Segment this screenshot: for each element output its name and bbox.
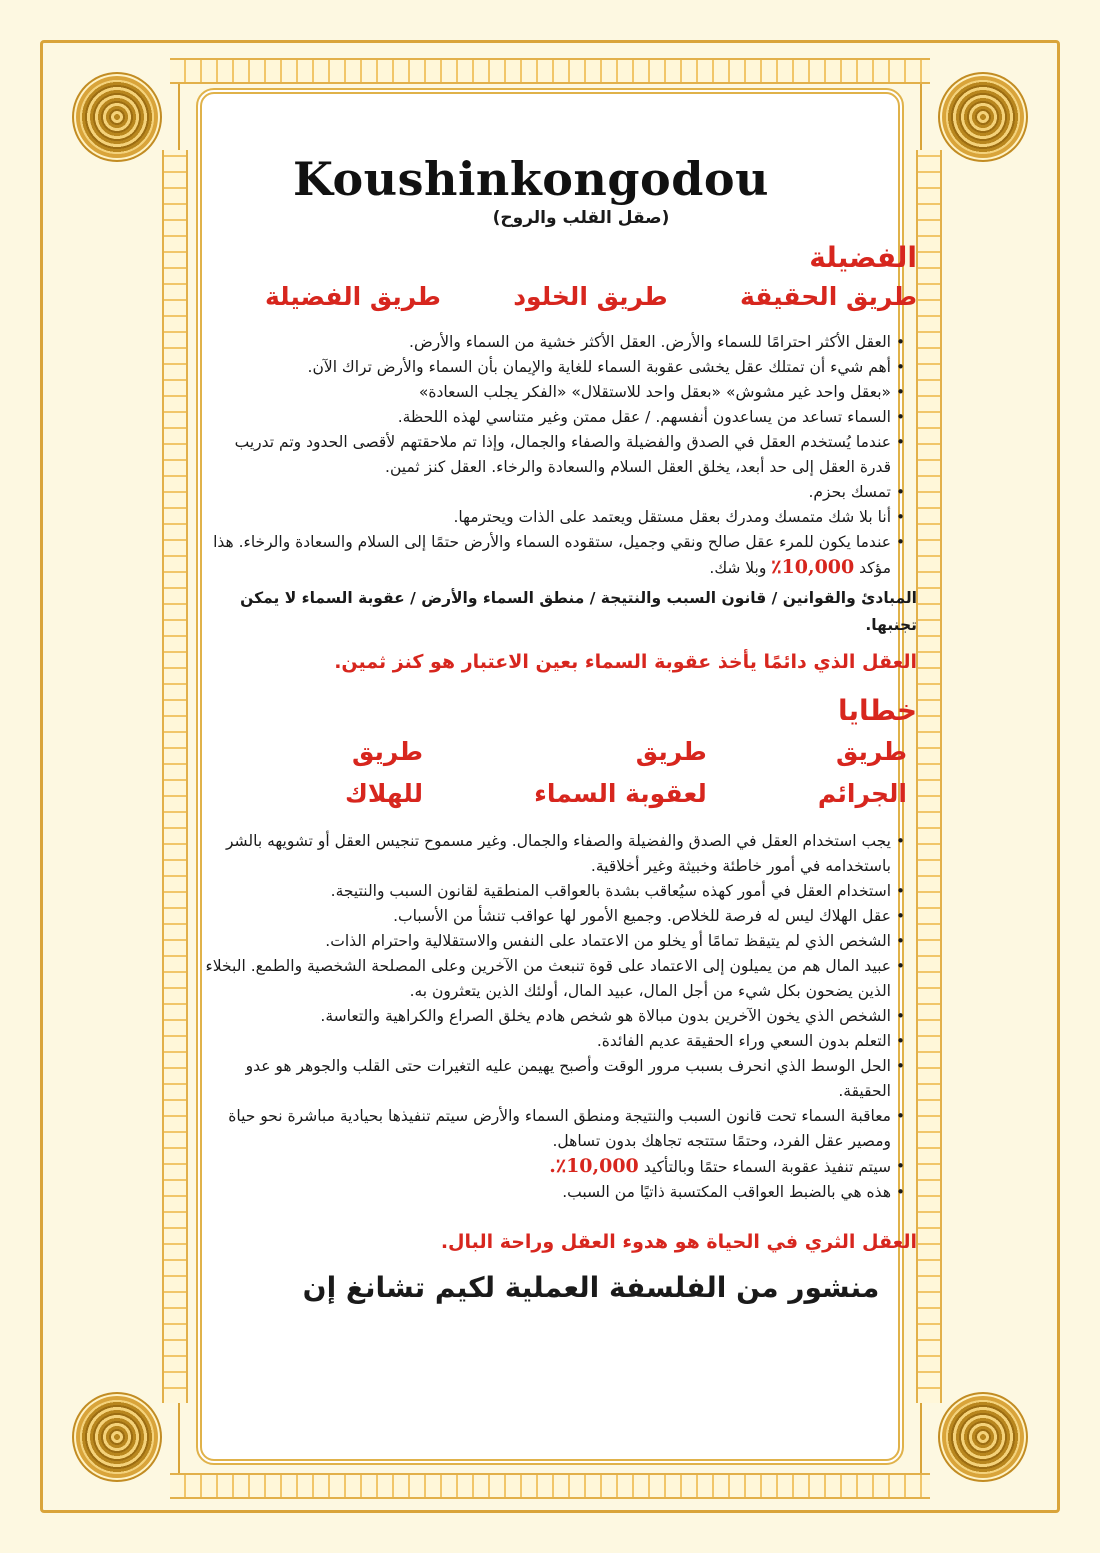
path-name: للهلاك	[345, 779, 423, 808]
list-item-tail: وبلا شك.	[709, 559, 767, 577]
list-item: • عقل الهلاك ليس له فرصة للخلاص. وجميع الأمور لها عواقب تنشأ من الأسباب.	[205, 904, 903, 929]
path-name: لعقوبة السماء	[534, 779, 707, 808]
certainty-value: 10,000٪.	[549, 1155, 639, 1177]
page-subtitle: (صقل القلب والروح)	[492, 208, 670, 228]
gold-medallion-bottom-left	[80, 1400, 154, 1474]
document-content	[205, 150, 917, 1390]
sins-bullet-list	[205, 829, 917, 1205]
path-word: طريق	[635, 737, 707, 766]
virtue-bullet-list	[205, 330, 917, 581]
list-item	[205, 1154, 903, 1180]
list-item: • استخدام العقل في أمور كهذه سيُعاقب بشدة بالعواقب المنطقية لقانون السبب والنتيجة.	[205, 879, 903, 904]
list-item-text: سيتم تنفيذ عقوبة السماء حتمًا وبالتأكيد	[643, 1158, 891, 1176]
right-ornament-band	[916, 150, 942, 1403]
virtue-path-virtue: طريق الفضيلة	[265, 282, 441, 311]
list-item: • يجب استخدام العقل في الصدق والفضيلة والصفاء والجمال. وغير مسموح تنجيس العقل أو تشويهه بالشر باستخدامه في أمور خاطئة وخبيثة وغير أخلاقية.	[205, 829, 903, 879]
list-item	[205, 530, 903, 581]
page-title: Koushinkongodou	[293, 152, 769, 206]
virtue-conclusion: العقل الذي دائمًا يأخذ عقوبة السماء بعين الاعتبار هو كنز ثمين.	[334, 651, 917, 673]
list-item: • «بعقل واحد غير مشوش» «بعقل واحد للاستقلال» «الفكر يجلب السعادة»	[205, 380, 903, 405]
list-item-text: عندما يكون للمرء عقل صالح ونقي وجميل، ستقوده السماء والأرض حتمًا إلى السلام والسعادة والرخاء. هذا مؤكد	[213, 533, 891, 577]
list-item: • عبيد المال هم من يميلون إلى الاعتماد على قوة تنبعث من الآخرين وعلى المصلحة الشخصية والطمع. البخلاء الذين يضحون بكل شيء من أجل المال، عبيد المال، أولئك الذين يتعثرون به.	[205, 954, 903, 1004]
virtue-path-eternity: طريق الخلود	[513, 282, 668, 311]
principles-line: المبادئ والقوانين / قانون السبب والنتيجة / منطق السماء والأرض / عقوبة السماء لا يمكن تجنبها.	[240, 589, 917, 634]
certainty-value: 10,000٪	[771, 556, 855, 578]
gold-medallion-top-right	[946, 80, 1020, 154]
list-item: • الشخص الذي لم يتيقظ تمامًا أو يخلو من الاعتماد على النفس والاستقلالية واحترام الذات.	[205, 929, 903, 954]
list-item: • تمسك بحزم.	[205, 480, 903, 505]
list-item: • العقل الأكثر احترامًا للسماء والأرض. العقل الأكثر خشية من السماء والأرض.	[205, 330, 903, 355]
top-ornament-band	[170, 58, 930, 84]
list-item: • معاقبة السماء تحت قانون السبب والنتيجة ومنطق السماء والأرض سيتم تنفيذها بحيادية مباشرة نحو حياة ومصير عقل الفرد، وحتمًا ستتجه تجاهك بدون تساهل.	[205, 1104, 903, 1154]
list-item: • السماء تساعد من يساعدون أنفسهم. / عقل ممتن وغير متناسي لهذه اللحظة.	[205, 405, 903, 430]
left-ornament-band	[162, 150, 188, 1403]
closing-statement: العقل الثري في الحياة هو هدوء العقل وراحة البال.	[440, 1231, 917, 1253]
gold-medallion-bottom-right	[946, 1400, 1020, 1474]
virtue-path-truth: طريق الحقيقة	[739, 282, 917, 311]
list-item: • الشخص الذي يخون الآخرين بدون مبالاة هو شخص هادم يخلق الصراع والكراهية والتعاسة.	[205, 1004, 903, 1029]
sins-path-ruin	[345, 731, 423, 815]
list-item: • أنا بلا شك متمسك ومدرك بعقل مستقل ويعتمد على الذات ويحترمها.	[205, 505, 903, 530]
publication-footer: منشور من الفلسفة العملية لكيم تشانغ إن	[302, 1271, 880, 1304]
path-word: طريق	[835, 737, 907, 766]
virtue-heading: الفضيلة	[809, 241, 917, 274]
list-item: • التعلم بدون السعي وراء الحقيقة عديم الفائدة.	[205, 1029, 903, 1054]
sins-heading: خطايا	[838, 694, 917, 727]
sins-paths	[205, 731, 917, 815]
sins-path-crimes	[818, 731, 907, 815]
list-item: • الحل الوسط الذي انحرف بسبب مرور الوقت وأصبح يهيمن عليه التغيرات حتى القلب والجوهر هو عدو الحقيقة.	[205, 1054, 903, 1104]
virtue-paths	[205, 278, 917, 316]
path-name: الجرائم	[817, 779, 907, 808]
bottom-ornament-band	[170, 1473, 930, 1499]
sins-path-punishment	[534, 731, 707, 815]
list-item: • هذه هي بالضبط العواقب المكتسبة ذاتيًا من السبب.	[205, 1180, 903, 1205]
path-word: طريق	[351, 737, 423, 766]
gold-medallion-top-left	[80, 80, 154, 154]
list-item: • عندما يُستخدم العقل في الصدق والفضيلة والصفاء والجمال، وإذا تم ملاحقتهم لأقصى الحدود وتم تدريب قدرة العقل إلى حد أبعد، يخلق العقل السلام والسعادة والرخاء. العقل كنز ثمين.	[205, 430, 903, 480]
list-item: • أهم شيء أن تمتلك عقل يخشى عقوبة السماء للغاية والإيمان بأن السماء والأرض تراك الآن.	[205, 355, 903, 380]
